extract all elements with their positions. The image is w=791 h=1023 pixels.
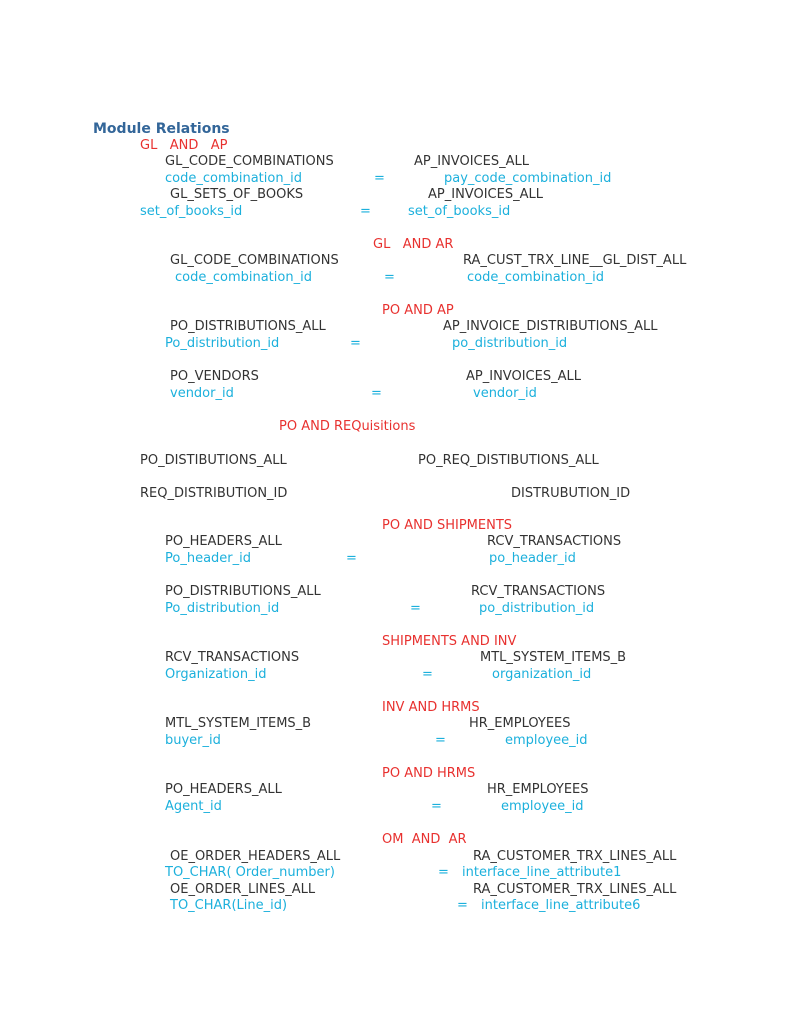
left-table: GL_CODE_COMBINATIONS (165, 154, 334, 169)
right-table: AP_INVOICES_ALL (414, 154, 529, 169)
right-column: interface_line_attribute1 (462, 865, 622, 880)
left-table: PO_DISTIBUTIONS_ALL (140, 453, 287, 468)
right-column: code_combination_id (467, 270, 604, 285)
section-heading-om-ar: OM AND AR (382, 832, 467, 847)
right-table: RA_CUSTOMER_TRX_LINES_ALL (473, 882, 677, 897)
right-column: organization_id (492, 667, 592, 682)
right-column: pay_code_combination_id (444, 171, 612, 186)
join-operator: = (422, 667, 433, 682)
join-operator: = (374, 171, 385, 186)
right-table: DISTRUBUTION_ID (511, 486, 631, 501)
left-table: RCV_TRANSACTIONS (165, 650, 300, 665)
right-column: interface_line_attribute6 (481, 898, 641, 913)
left-table: PO_VENDORS (170, 369, 259, 384)
left-table: OE_ORDER_LINES_ALL (170, 882, 316, 897)
section-heading-inv-hrms: INV AND HRMS (382, 700, 480, 715)
section-heading-gl-ar: GL AND AR (373, 237, 454, 252)
right-column: employee_id (501, 799, 584, 814)
join-operator: = (457, 898, 468, 913)
left-table: OE_ORDER_HEADERS_ALL (170, 849, 341, 864)
page-title: Module Relations (93, 121, 230, 137)
left-table: MTL_SYSTEM_ITEMS_B (165, 716, 312, 731)
join-operator: = (346, 551, 357, 566)
left-column: Organization_id (165, 667, 267, 682)
left-table: PO_DISTRIBUTIONS_ALL (170, 319, 326, 334)
right-column: po_distribution_id (452, 336, 568, 351)
left-table: PO_HEADERS_ALL (165, 782, 282, 797)
section-heading-po-shipments: PO AND SHIPMENTS (382, 518, 513, 533)
join-operator: = (431, 799, 442, 814)
right-table: AP_INVOICE_DISTRIBUTIONS_ALL (443, 319, 658, 334)
right-column: employee_id (505, 733, 588, 748)
right-table: RCV_TRANSACTIONS (471, 584, 606, 599)
join-operator: = (360, 204, 371, 219)
right-table: RA_CUSTOMER_TRX_LINES_ALL (473, 849, 677, 864)
left-table: GL_SETS_OF_BOOKS (170, 187, 304, 202)
left-column: code_combination_id (165, 171, 302, 186)
left-column: Po_header_id (165, 551, 251, 566)
left-column: TO_CHAR(Line_id) (170, 898, 288, 913)
left-table: PO_HEADERS_ALL (165, 534, 282, 549)
section-heading-po-ap: PO AND AP (382, 303, 454, 318)
left-column: Agent_id (165, 799, 222, 814)
left-column: set_of_books_id (140, 204, 243, 219)
left-column: vendor_id (170, 386, 234, 401)
right-table: AP_INVOICES_ALL (466, 369, 581, 384)
section-heading-po-req: PO AND REQuisitions (279, 419, 416, 434)
right-column: po_header_id (489, 551, 576, 566)
section-heading-shipments-inv: SHIPMENTS AND INV (382, 634, 517, 649)
left-table: GL_CODE_COMBINATIONS (170, 253, 339, 268)
right-table: RA_CUST_TRX_LINE__GL_DIST_ALL (463, 253, 687, 268)
join-operator: = (410, 601, 421, 616)
right-table: MTL_SYSTEM_ITEMS_B (480, 650, 627, 665)
left-column: TO_CHAR( Order_number) (165, 865, 335, 880)
left-column: code_combination_id (175, 270, 312, 285)
join-operator: = (384, 270, 395, 285)
right-column: vendor_id (473, 386, 537, 401)
join-operator: = (435, 733, 446, 748)
right-table: PO_REQ_DISTIBUTIONS_ALL (418, 453, 599, 468)
left-table: PO_DISTRIBUTIONS_ALL (165, 584, 321, 599)
right-table: HR_EMPLOYEES (487, 782, 589, 797)
join-operator: = (438, 865, 449, 880)
join-operator: = (350, 336, 361, 351)
right-column: po_distribution_id (479, 601, 595, 616)
right-column: set_of_books_id (408, 204, 511, 219)
join-operator: = (371, 386, 382, 401)
right-table: AP_INVOICES_ALL (428, 187, 543, 202)
left-table: REQ_DISTRIBUTION_ID (140, 486, 288, 501)
section-heading-gl-ap: GL AND AP (140, 138, 228, 153)
right-table: HR_EMPLOYEES (469, 716, 571, 731)
left-column: Po_distribution_id (165, 336, 280, 351)
left-column: buyer_id (165, 733, 221, 748)
section-heading-po-hrms: PO AND HRMS (382, 766, 476, 781)
left-column: Po_distribution_id (165, 601, 280, 616)
right-table: RCV_TRANSACTIONS (487, 534, 622, 549)
